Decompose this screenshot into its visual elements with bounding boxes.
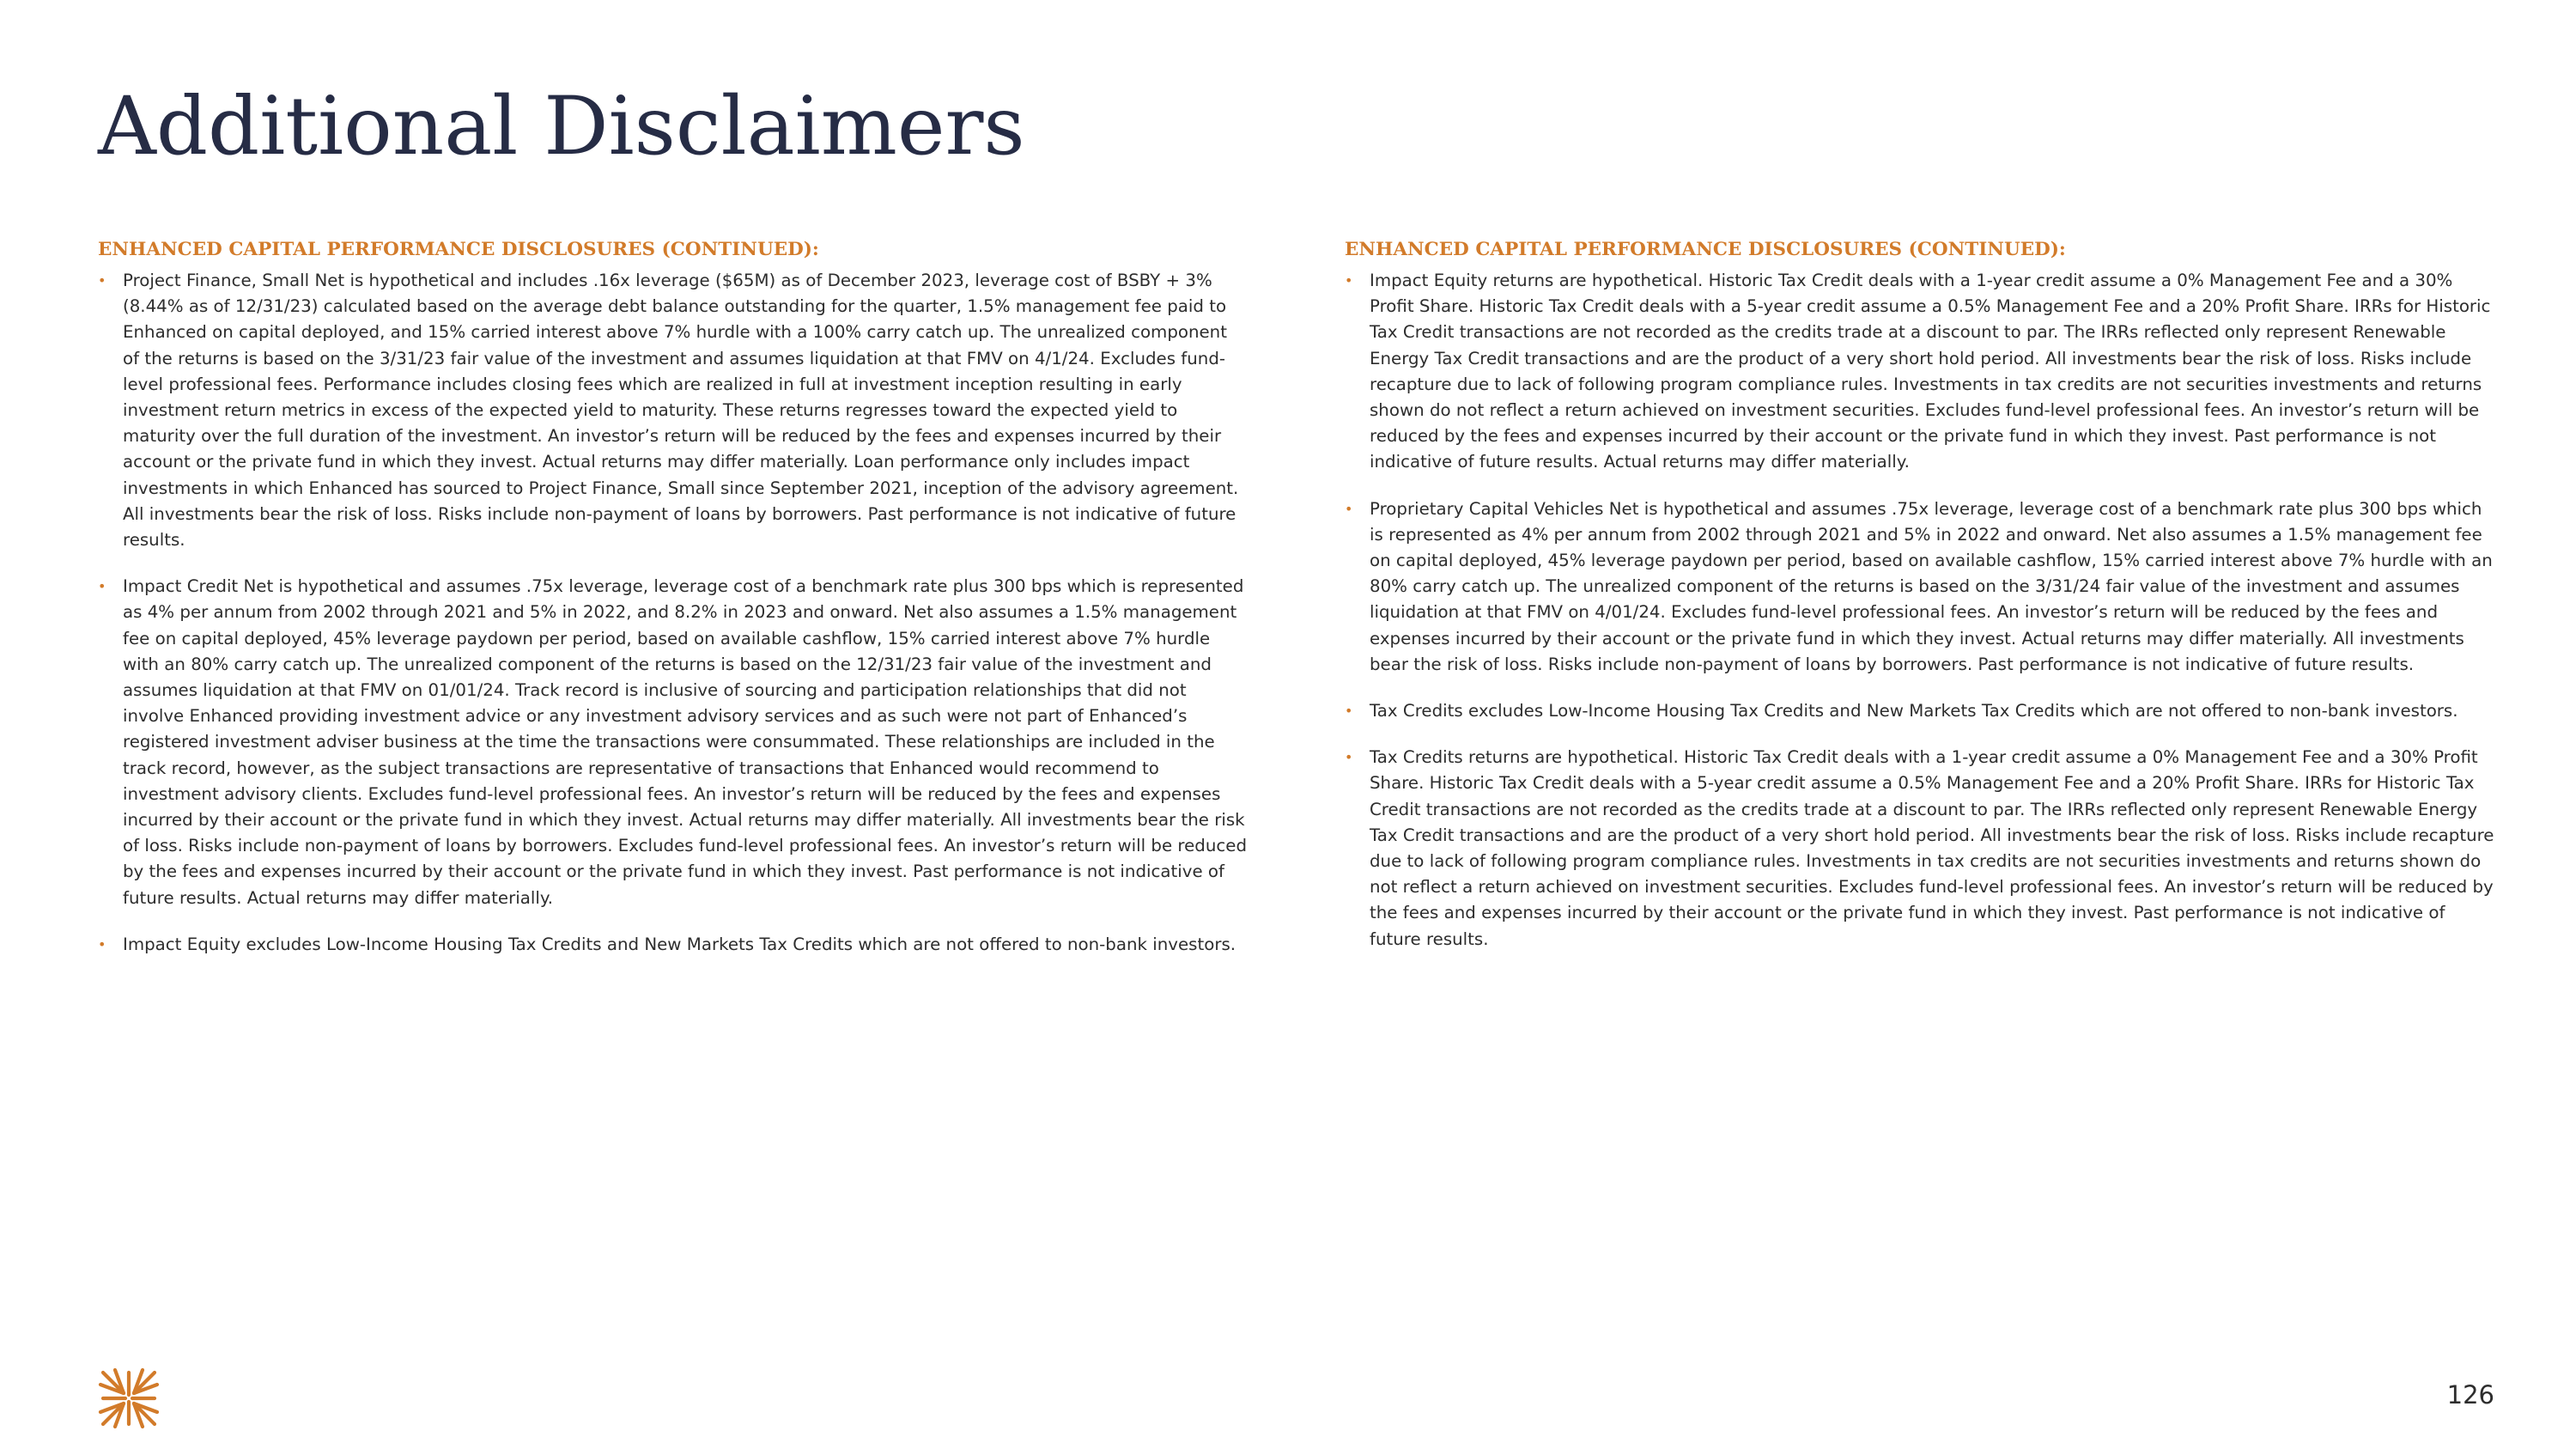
- bullet-text: Impact Equity returns are hypothetical. Historic Tax Credit deals with a 1-year credit assume a 0% Management Fee and a 30% Profit Share. Historic Tax Credit deals with a 5-year credit assume a 0.5% Management Fee and a 20% Profit Share. IRRs for Historic Tax Credit transactions are not recorded as the credits trade at a discount to par. The IRRs reflected only represent Renewable Energy Tax Credit transactions and are the product of a very short hold period. All investments bear the risk of loss. Risks include recapture due to lack of following program compliance rules. Investments in tax credits are not securities investments and returns shown do not reflect a return achieved on investment securities. Excludes fund-level professional fees. An investor’s return will be reduced by the fees and expenses incurred by their account or the private fund in which they invest. Past performance is not indicative of future results. Actual returns may differ materially.: [1370, 271, 2491, 472]
- bullet-dot-icon: •: [98, 272, 106, 289]
- bullet-impact-credit: [98, 574, 1249, 911]
- bullet-text: Project Finance, Small Net is hypothetical and includes .16x leverage ($65M) as of December 2023, leverage cost of BSBY + 3% (8.44% as of 12/31/23) calculated based on the average debt balance outstanding for the quarter, 1.5% management fee paid to Enhanced on capital deployed, and 15% carried interest above 7% hurdle with a 100% carry catch up. The unrealized component of the returns is based on the 3/31/23 fair value of the investment and assumes liquidation at that FMV on 4/1/24. Excludes fund-level professional fees. Performance includes closing fees which are realized in full at investment inception resulting in early investment return metrics in excess of the expected yield to maturity. These returns regresses toward the expected yield to maturity over the full duration of the investment. An investor’s return will be reduced by the fees and expenses incurred by their account or the private fund in which they invest. Actual returns may differ materially. Loan performance only includes impact investments in which Enhanced has sourced to Project Finance, Small since September 2021, inception of the advisory agreement. All investments bear the risk of loss. Risks include non-payment of loans by borrowers. Past performance is not indicative of future results.: [123, 271, 1239, 551]
- bullet-impact-equity-returns: [1345, 268, 2500, 476]
- bullet-text: Tax Credits returns are hypothetical. Historic Tax Credit deals with a 1-year credit assume a 0% Management Fee and a 30% Profit Share. Historic Tax Credit deals with a 5-year credit assume a 0.5% Management Fee and a 20% Profit Share. IRRs for Historic Tax Credit transactions are not recorded as the credits trade at a discount to par. The IRRs reflected only represent Renewable Energy Tax Credit transactions and are the product of a very short hold period. All investments bear the risk of loss. Risks include recapture due to lack of following program compliance rules. Investments in tax credits are not securities investments and returns shown do not reflect a return achieved on investment securities. Excludes fund-level professional fees. An investor’s return will be reduced by the fees and expenses incurred by their account or the private fund in which they invest. Past performance is not indicative of future results.: [1370, 747, 2494, 949]
- bullet-dot-icon: •: [1345, 749, 1353, 766]
- starburst-logo-svg: [96, 1366, 161, 1431]
- bullet-dot-icon: •: [98, 578, 106, 595]
- bullet-dot-icon: •: [1345, 703, 1353, 720]
- left-column: [98, 237, 1249, 978]
- bullet-tax-credits-exclusion: [1345, 698, 2500, 724]
- bullet-tax-credits-returns: [1345, 745, 2500, 953]
- bullet-impact-equity-exclusion: [98, 932, 1249, 958]
- right-bullet-list: [1345, 268, 2500, 953]
- bullet-proprietary-capital: [1345, 496, 2500, 678]
- bullet-text: Proprietary Capital Vehicles Net is hypothetical and assumes .75x leverage, leverage cost of a benchmark rate plus 300 bps which is represented as 4% per annum from 2002 through 2021 and 5% in 2022 and onward. Net also assumes a 1.5% management fee on capital deployed, 45% leverage paydown per period, based on available cashflow, 15% carried interest above 7% hurdle with an 80% carry catch up. The unrealized component of the returns is based on the 3/31/24 fair value of the investment and assumes liquidation at that FMV on 4/01/24. Excludes fund-level professional fees. An investor’s return will be reduced by the fees and expenses incurred by their account or the private fund in which they invest. Actual returns may differ materially. All investments bear the risk of loss. Risks include non-payment of loans by borrowers. Past performance is not indicative of future results.: [1370, 498, 2493, 674]
- left-bullet-list: [98, 268, 1249, 958]
- bullet-project-finance: [98, 268, 1249, 553]
- starburst-logo-icon: [96, 1366, 161, 1431]
- bullet-dot-icon: •: [98, 935, 106, 953]
- bullet-dot-icon: •: [1345, 500, 1353, 517]
- right-section-heading: ENHANCED CAPITAL PERFORMANCE DISCLOSURES (CONTINUED):: [1345, 239, 2066, 260]
- page-title: Additional Disclaimers: [98, 80, 1025, 174]
- bullet-text: Impact Equity excludes Low-Income Housing Tax Credits and New Markets Tax Credits which are not offered to non-bank investors.: [123, 934, 1236, 954]
- page-number: 126: [2446, 1380, 2494, 1409]
- bullet-dot-icon: •: [1345, 272, 1353, 289]
- right-column: [1345, 237, 2500, 973]
- left-section-heading: ENHANCED CAPITAL PERFORMANCE DISCLOSURES (CONTINUED):: [98, 239, 819, 260]
- bullet-text: Tax Credits excludes Low-Income Housing Tax Credits and New Markets Tax Credits which are not offered to non-bank investors.: [1370, 701, 2458, 721]
- bullet-text: Impact Credit Net is hypothetical and assumes .75x leverage, leverage cost of a benchmark rate plus 300 bps which is represented as 4% per annum from 2002 through 2021 and 5% in 2022, and 8.2% in 2023 and onward. Net also assumes a 1.5% management fee on capital deployed, 45% leverage paydown per period, based on available cashflow, 15% carried interest above 7% hurdle with an 80% carry catch up. The unrealized component of the returns is based on the 12/31/23 fair value of the investment and assumes liquidation at that FMV on 01/01/24. Track record is inclusive of sourcing and participation relationships that did not involve Enhanced providing investment advice or any investment advisory services and as such were not part of Enhanced’s registered investment adviser business at the time the transactions were consummated. These relationships are included in the track record, however, as the subject transactions are representative of transactions that Enhanced would recommend to investment advisory clients. Excludes fund-level professional fees. An investor’s return will be reduced by the fees and expenses incurred by their account or the private fund in which they invest. Actual returns may differ materially. All investments bear the risk of loss. Risks include non-payment of loans by borrowers. Excludes fund-level professional fees. An investor’s return will be reduced by the fees and expenses incurred by their account or the private fund in which they invest. Past performance is not indicative of future results. Actual returns may differ materially.: [123, 576, 1247, 908]
